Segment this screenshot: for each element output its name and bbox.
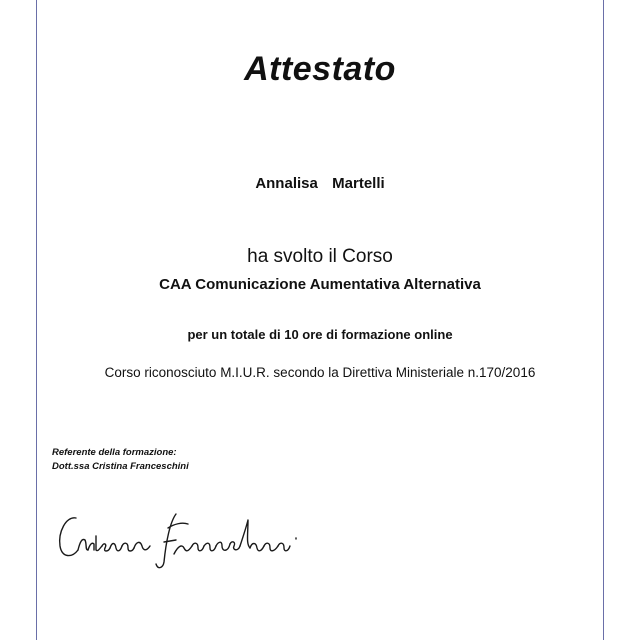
recipient-name: Annalisa Martelli bbox=[255, 175, 385, 192]
handwritten-signature bbox=[52, 498, 312, 578]
page-border-right bbox=[603, 0, 604, 640]
referent-name: Dott.ssa Cristina Franceschini bbox=[52, 461, 189, 472]
completed-text: ha svolto il Corso bbox=[247, 246, 393, 267]
hours-text: per un totale di 10 ore di formazione online bbox=[187, 327, 453, 342]
recognition-text: Corso riconosciuto M.I.U.R. secondo la Direttiva Ministeriale n.170/2016 bbox=[104, 365, 536, 380]
certificate-title: Attestato bbox=[244, 50, 396, 88]
course-name: CAA Comunicazione Aumentativa Alternativa bbox=[159, 276, 481, 293]
page-border-left bbox=[36, 0, 37, 640]
referent-label: Referente della formazione: bbox=[52, 447, 177, 458]
